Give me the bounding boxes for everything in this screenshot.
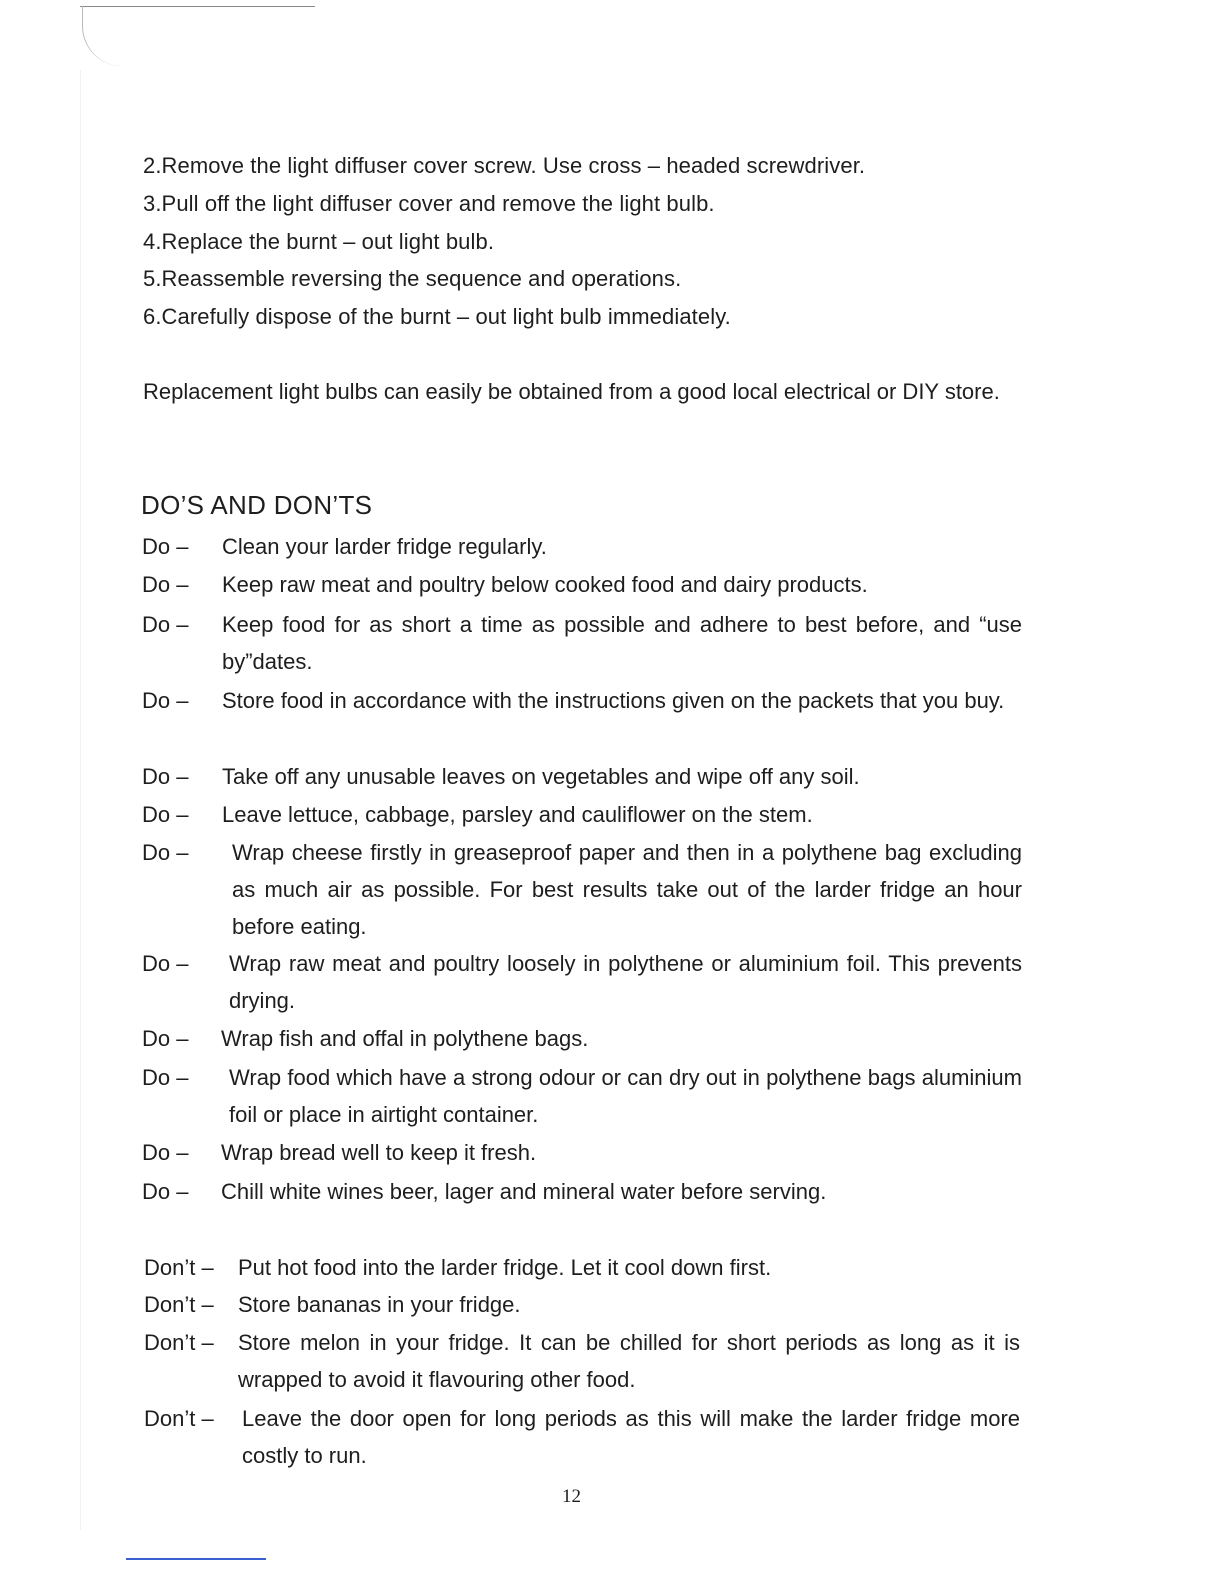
do-label: Do –: [142, 1140, 189, 1165]
step-item-5: 5.Reassemble reversing the sequence and operations.: [143, 266, 682, 291]
dont-item-text: Put hot food into the larder fridge. Let it cool down first.: [238, 1255, 772, 1280]
step-item-4: 4.Replace the burnt – out light bulb.: [143, 229, 495, 254]
do-label: Do –: [142, 572, 189, 597]
do-label: Do –: [142, 688, 189, 713]
do-label: Do –: [142, 534, 189, 559]
dont-item-text: Store melon in your fridge. It can be chilled for short periods as long as it is wrapped to avoid it flavouring other food.: [238, 1330, 1020, 1392]
do-item-text: Wrap bread well to keep it fresh.: [221, 1140, 537, 1165]
do-label: Do –: [142, 1065, 189, 1090]
replacement-note: Replacement light bulbs can easily be obtained from a good local electrical or DIY store.: [143, 379, 1000, 404]
scan-corner-mark: [82, 6, 123, 66]
do-item-text: Take off any unusable leaves on vegetables and wipe off any soil.: [222, 764, 860, 789]
section-title: DO’S AND DON’TS: [141, 490, 373, 520]
do-item-text: Leave lettuce, cabbage, parsley and cauliflower on the stem.: [222, 802, 813, 827]
do-item-text: Clean your larder fridge regularly.: [222, 534, 547, 559]
do-item-text: Wrap food which have a strong odour or can dry out in polythene bags aluminium foil or place in airtight container.: [229, 1065, 1022, 1127]
page-number: 12: [562, 1486, 581, 1507]
do-label: Do –: [142, 1026, 189, 1051]
scan-bottom-rule: [126, 1558, 266, 1560]
dont-label: Don’t –: [144, 1406, 214, 1431]
do-label: Do –: [142, 840, 189, 865]
do-item-text: Store food in accordance with the instructions given on the packets that you buy.: [222, 688, 1005, 713]
do-label: Do –: [142, 802, 189, 827]
dont-label: Don’t –: [144, 1292, 214, 1317]
do-item-text: Keep food for as short a time as possible and adhere to best before, and “use by”dates.: [222, 612, 1022, 674]
dont-item-text: Leave the door open for long periods as this will make the larder fridge more costly to run.: [242, 1406, 1020, 1468]
scan-left-edge: [80, 70, 81, 1530]
do-label: Do –: [142, 951, 189, 976]
dont-label: Don’t –: [144, 1330, 214, 1355]
do-item-text: Wrap raw meat and poultry loosely in polythene or aluminium foil. This prevents drying.: [229, 951, 1022, 1013]
do-item-text: Keep raw meat and poultry below cooked food and dairy products.: [222, 572, 868, 597]
step-item-6: 6.Carefully dispose of the burnt – out light bulb immediately.: [143, 304, 731, 329]
do-label: Do –: [142, 612, 189, 637]
step-item-3: 3.Pull off the light diffuser cover and remove the light bulb.: [143, 191, 715, 216]
dont-label: Don’t –: [144, 1255, 214, 1280]
do-label: Do –: [142, 764, 189, 789]
do-item-text: Wrap cheese firstly in greaseproof paper and then in a polythene bag excluding as much air as possible. For best results take out of the larder fridge an hour before eating.: [232, 840, 1022, 939]
dont-item-text: Store bananas in your fridge.: [238, 1292, 521, 1317]
do-item-text: Wrap fish and offal in polythene bags.: [221, 1026, 589, 1051]
do-label: Do –: [142, 1179, 189, 1204]
do-item-text: Chill white wines beer, lager and mineral water before serving.: [221, 1179, 827, 1204]
step-item-2: 2.Remove the light diffuser cover screw. Use cross – headed screwdriver.: [143, 153, 866, 178]
